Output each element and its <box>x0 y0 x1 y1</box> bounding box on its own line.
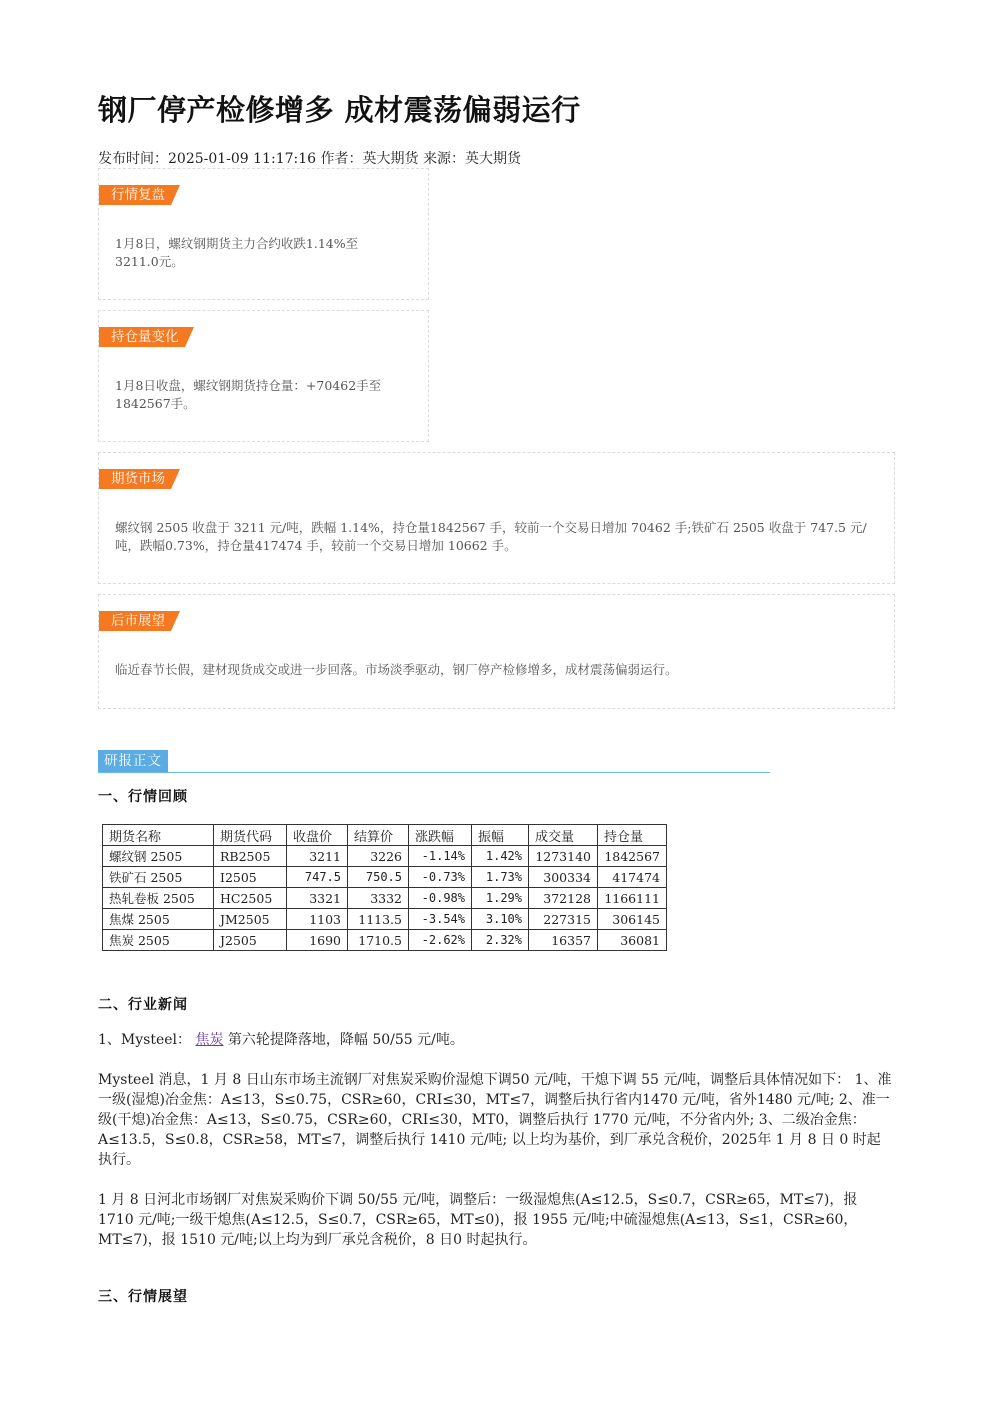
cell-close: 1690 <box>287 930 348 951</box>
section-heading-news: 二、行业新闻 <box>98 997 188 1013</box>
cell-open-interest: 417474 <box>598 867 667 888</box>
cell-settle: 1710.5 <box>348 930 409 951</box>
col-header: 成交量 <box>529 825 598 846</box>
review-box <box>98 168 429 300</box>
tag-corner-icon <box>185 327 194 347</box>
cell-settle: 3226 <box>348 846 409 867</box>
cell-name: 热轧卷板 2505 <box>103 888 214 909</box>
article-title: 钢厂停产检修增多 成材震荡偏弱运行 <box>98 93 581 127</box>
quotes-table <box>102 824 667 951</box>
outlook-box <box>98 594 895 709</box>
cell-settle: 750.5 <box>348 867 409 888</box>
position-box <box>98 310 429 442</box>
cell-code: JM2505 <box>214 909 287 930</box>
news-paragraph-shandong: Mysteel 消息，1 月 8 日山东市场主流钢厂对焦炭采购价湿熄下调50 元/吨，干熄下调 55 元/吨，调整后具体情况如下： 1、准一级(湿熄)冶金焦：A≤13，S≤0.75，CSR≥60，CRI≤30，MT≤7，调整后执行省内1470 元/吨，省外1480 元/吨; 2、准一级(干熄)冶金焦：A≤13，S≤0.75，CSR≥60，CRI≤30，MT0，调整后执行 1770 元/吨，不分省内外; 3、二级冶金焦：A≤13.5，S≤0.8，CSR≥58，MT≤7，调整后执行 1410 元/吨; 以上均为基价，到厂承兑含税价，2025年 1 月 8 日 0 时起执行。 <box>98 1072 892 1168</box>
cell-close: 3211 <box>287 846 348 867</box>
col-header: 期货代码 <box>214 825 287 846</box>
cell-change: -2.62% <box>409 930 472 951</box>
table-row <box>103 888 667 909</box>
cell-code: J2505 <box>214 930 287 951</box>
cell-settle: 1113.5 <box>348 909 409 930</box>
cell-change: -0.73% <box>409 867 472 888</box>
outlook-text: 临近春节长假，建材现货成交或进一步回落。市场淡季驱动，钢厂停产检修增多，成材震荡偏弱运行。 <box>115 662 678 677</box>
cell-name: 螺纹钢 2505 <box>103 846 214 867</box>
outlook-tag <box>99 611 180 631</box>
tag-corner-icon <box>171 469 180 489</box>
cell-close: 1103 <box>287 909 348 930</box>
table-row <box>103 930 667 951</box>
report-header-bar <box>98 750 770 773</box>
tag-corner-icon <box>171 185 180 205</box>
cell-code: HC2505 <box>214 888 287 909</box>
cell-name: 铁矿石 2505 <box>103 867 214 888</box>
cell-settle: 3332 <box>348 888 409 909</box>
cell-change: -0.98% <box>409 888 472 909</box>
position-tag-label: 持仓量变化 <box>99 327 185 347</box>
cell-code: I2505 <box>214 867 287 888</box>
cell-open-interest: 306145 <box>598 909 667 930</box>
table-row <box>103 846 667 867</box>
news-paragraph-hebei: 1 月 8 日河北市场钢厂对焦炭采购价下调 50/55 元/吨，调整后：一级湿熄焦(A≤12.5，S≤0.7，CSR≥65，MT≤7)，报 1710 元/吨;一级干熄焦(A≤12.5，S≤0.7，CSR≥65，MT≤0)，报 1955 元/吨;中硫湿熄焦(A≤13，S≤1，CSR≥60，MT≤7)，报 1510 元/吨;以上均为到厂承兑含税价，8 日0 时起执行。 <box>98 1192 858 1248</box>
review-tag <box>99 185 180 205</box>
col-header: 期货名称 <box>103 825 214 846</box>
section-heading-outlook: 三、行情展望 <box>98 1289 188 1305</box>
table-row <box>103 867 667 888</box>
news-headline <box>98 1030 894 1050</box>
futures-box <box>98 452 895 584</box>
cell-amplitude: 2.32% <box>472 930 529 951</box>
col-header: 持仓量 <box>598 825 667 846</box>
cell-name: 焦炭 2505 <box>103 930 214 951</box>
article-meta: 发布时间：2025-01-09 11:17:16 作者：英大期货 来源：英大期货 <box>98 151 521 167</box>
col-header: 涨跌幅 <box>409 825 472 846</box>
cell-volume: 372128 <box>529 888 598 909</box>
cell-amplitude: 1.29% <box>472 888 529 909</box>
cell-volume: 227315 <box>529 909 598 930</box>
cell-name: 焦煤 2505 <box>103 909 214 930</box>
col-header: 振幅 <box>472 825 529 846</box>
news-headline-prefix: 1、Mysteel： <box>98 1032 192 1048</box>
cell-volume: 16357 <box>529 930 598 951</box>
news-headline-suffix: 第六轮提降落地，降幅 50/55 元/吨。 <box>227 1032 464 1048</box>
cell-volume: 300334 <box>529 867 598 888</box>
cell-close: 3321 <box>287 888 348 909</box>
cell-amplitude: 3.10% <box>472 909 529 930</box>
cell-volume: 1273140 <box>529 846 598 867</box>
cell-change: -1.14% <box>409 846 472 867</box>
cell-open-interest: 1166111 <box>598 888 667 909</box>
cell-close: 747.5 <box>287 867 348 888</box>
col-header: 结算价 <box>348 825 409 846</box>
review-text: 1月8日，螺纹钢期货主力合约收跌1.14%至3211.0元。 <box>115 236 359 269</box>
report-header-label: 研报正文 <box>98 750 168 772</box>
table-row <box>103 909 667 930</box>
tag-corner-icon <box>171 611 180 631</box>
position-tag <box>99 327 194 347</box>
futures-tag <box>99 469 180 489</box>
review-tag-label: 行情复盘 <box>99 185 171 205</box>
col-header: 收盘价 <box>287 825 348 846</box>
table-header-row <box>103 825 667 846</box>
cell-open-interest: 36081 <box>598 930 667 951</box>
futures-text: 螺纹钢 2505 收盘于 3211 元/吨，跌幅 1.14%，持仓量1842567 手，较前一个交易日增加 70462 手;铁矿石 2505 收盘于 747.5 元/吨，跌幅0.73%，持仓量417474 手，较前一个交易日增加 10662 手。 <box>115 520 867 553</box>
cell-amplitude: 1.73% <box>472 867 529 888</box>
cell-open-interest: 1842567 <box>598 846 667 867</box>
section-heading-review: 一、行情回顾 <box>98 789 188 805</box>
position-text: 1月8日收盘，螺纹钢期货持仓量：+70462手至1842567手。 <box>115 378 382 411</box>
cell-change: -3.54% <box>409 909 472 930</box>
futures-tag-label: 期货市场 <box>99 469 171 489</box>
coke-link[interactable]: 焦炭 <box>195 1032 224 1048</box>
cell-code: RB2505 <box>214 846 287 867</box>
outlook-tag-label: 后市展望 <box>99 611 171 631</box>
cell-amplitude: 1.42% <box>472 846 529 867</box>
